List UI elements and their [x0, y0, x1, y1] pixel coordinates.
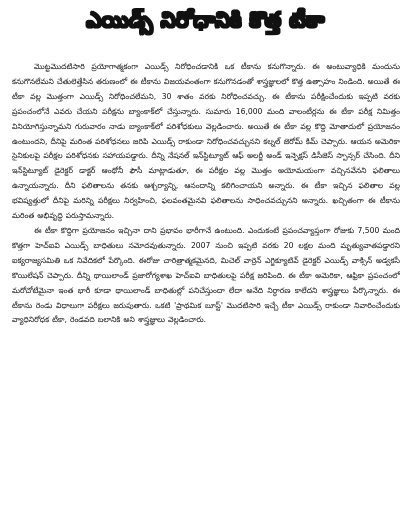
headline-banner: [0, 0, 411, 46]
article-paragraph-2: ఈ టీకా కొద్దిగా ప్రయోజనం ఇచ్చినా దాని ప్రభావం భారీగానే ఉంటుంది. ఎందుకంటే ప్రపంచవ్యాప్తంగా రోజుకు 7,500 మంది కొత్తగా హెచ్‌ఐవి ఎయిడ్స్ బాధితులు నమోదవుతున్నారు. 2007 నుంచి ఇప్పటి వరకు 20 లక్షల మంది మృత్యువాతపడ్డారని ఐక్యరాజ్యసమితి ఒక నివేదికలో పేర్కొంది. ఈరోజు చారిత్రాత్మకమైనది, మిచెల్ వార్రెన్ ఎగ్జిక్యూటివ్ డైరెక్టర్ ఎయిడ్స్ వాక్సిన్ అడ్వకసీ కొయిలేషన్ చెప్పారు. దీన్ని థాయిలాండ్ ప్రజారోగ్యశాఖ హెచ్‌ఐవి బాధితులపై పరీక్ష జరిపింది. ఈ టీకా అమెరికా, ఆఫ్రికా ప్రపంచంలో మరోచోటేమైనా ఇంత భారీ కూడా థాయిలాండ్ బాధితుల్లో పనిచేస్తుందా లేదా అనేది నిర్ధారణ కాలేదని శాస్త్రజ్ఞులు పేర్కొన్నారు. ఈ టీకాను రెండు విధాలుగా పరీక్షలు జరుపుతారు. ఒకటి 'ప్రాథమిక బూస్ట్' మొదటిసారి ఇచ్చే టీకా ఎయిడ్స్ రాకుండా నివారించేందుకు వ్యాధినిరోధక టీకా, రెండవది బలానికి అని శాస్త్రజ్ఞులు వెల్లడించారు.: [12, 225, 400, 325]
article-paragraph-1: మొట్టమొదటిసారి ప్రయోగాత్మకంగా ఎయిడ్స్ నిరోధించడానికి ఒక టీకాను కనుగొన్నారు. ఈ అంటువ్యాధికి మందును కనుగొనలేమని చేతులెత్తేసిన తరుణంలో ఈ టీకాను విజయవంతంగా కనుగొనడంతో శాస్త్రజ్ఞులలో కొత్త ఉత్సాహం నిండింది. అయితే ఈ టీకా వల్ల మొత్తంగా ఎయిడ్స్ నిరోధించలేమని, 30 శాతం వరకు నిరోధించవచ్చు. ఈ టీకాను పరీక్షించేందుకు ఇప్పటి వరకు ప్రపంచంలోనే ఎవరు చేయని పరీక్షను బ్యాంకాక్‌లో చేస్తున్నారు. సుమారు 16,000 మంది వాలంటీర్లను ఈ టీకా పరీక్ష నిమిత్తం వినియోగిస్తున్నామని గురువారం నాడు బ్యాంకాక్‌లో పరిశోధకులు వెల్లడించారు. అయితే ఈ టీకా వల్ల కొద్ది మోతాదులో ప్రయోజనం ఉంటుందని, దీనిపై మరింత పరిశోధనలు జరిపి ఎయిడ్స్ రాకుండా నిరోధించవచ్చునని కల్నల్ జెరోమ్ కిమ్ చెప్పారు. ఆయన అమెరికా సైనికులపై పరీక్షల పరిశోధనకు సహాయపడ్డారు. దీన్ని నేషనల్ ఇన్‌స్టిట్యూట్ ఆఫ్ అలర్జీ అండ్ ఇన్ఫెక్షస్ డిసీజెస్ స్పాన్సర్ చేసింది. దీని ఇన్‌స్టిట్యూట్ డైరెక్టర్ డాక్టర్ ఆంథోనీ ఫౌసీ మాట్లాడుతూ, ఈ పరీక్షల వల్ల మొత్తం అయోమయంగా వచ్చినవేనని ఫలితాలు ఉన్నాయన్నారు. దీని ఫలితాలను తనకు ఆశ్చర్యాన్ని, ఆనందాన్ని కలిగించాయని అన్నారు. ఈ టీకా ఇచ్చిన ఫలితాల వల్ల భవిష్యత్తులో దీనిపై మరిన్ని పరీక్షలు నిర్వహించి, ఫలవంతమైనవి ఫలితాలను సాధించవచ్చునని అన్నారు. ఖచ్చితంగా ఈ టీకాను మరింత అభివృద్ధి పరుస్తామన్నారు.: [12, 62, 400, 221]
article-body: [12, 60, 400, 506]
page-title: ఎయిడ్స్ నిరోధానికి కొత్త టీకా: [86, 8, 325, 32]
